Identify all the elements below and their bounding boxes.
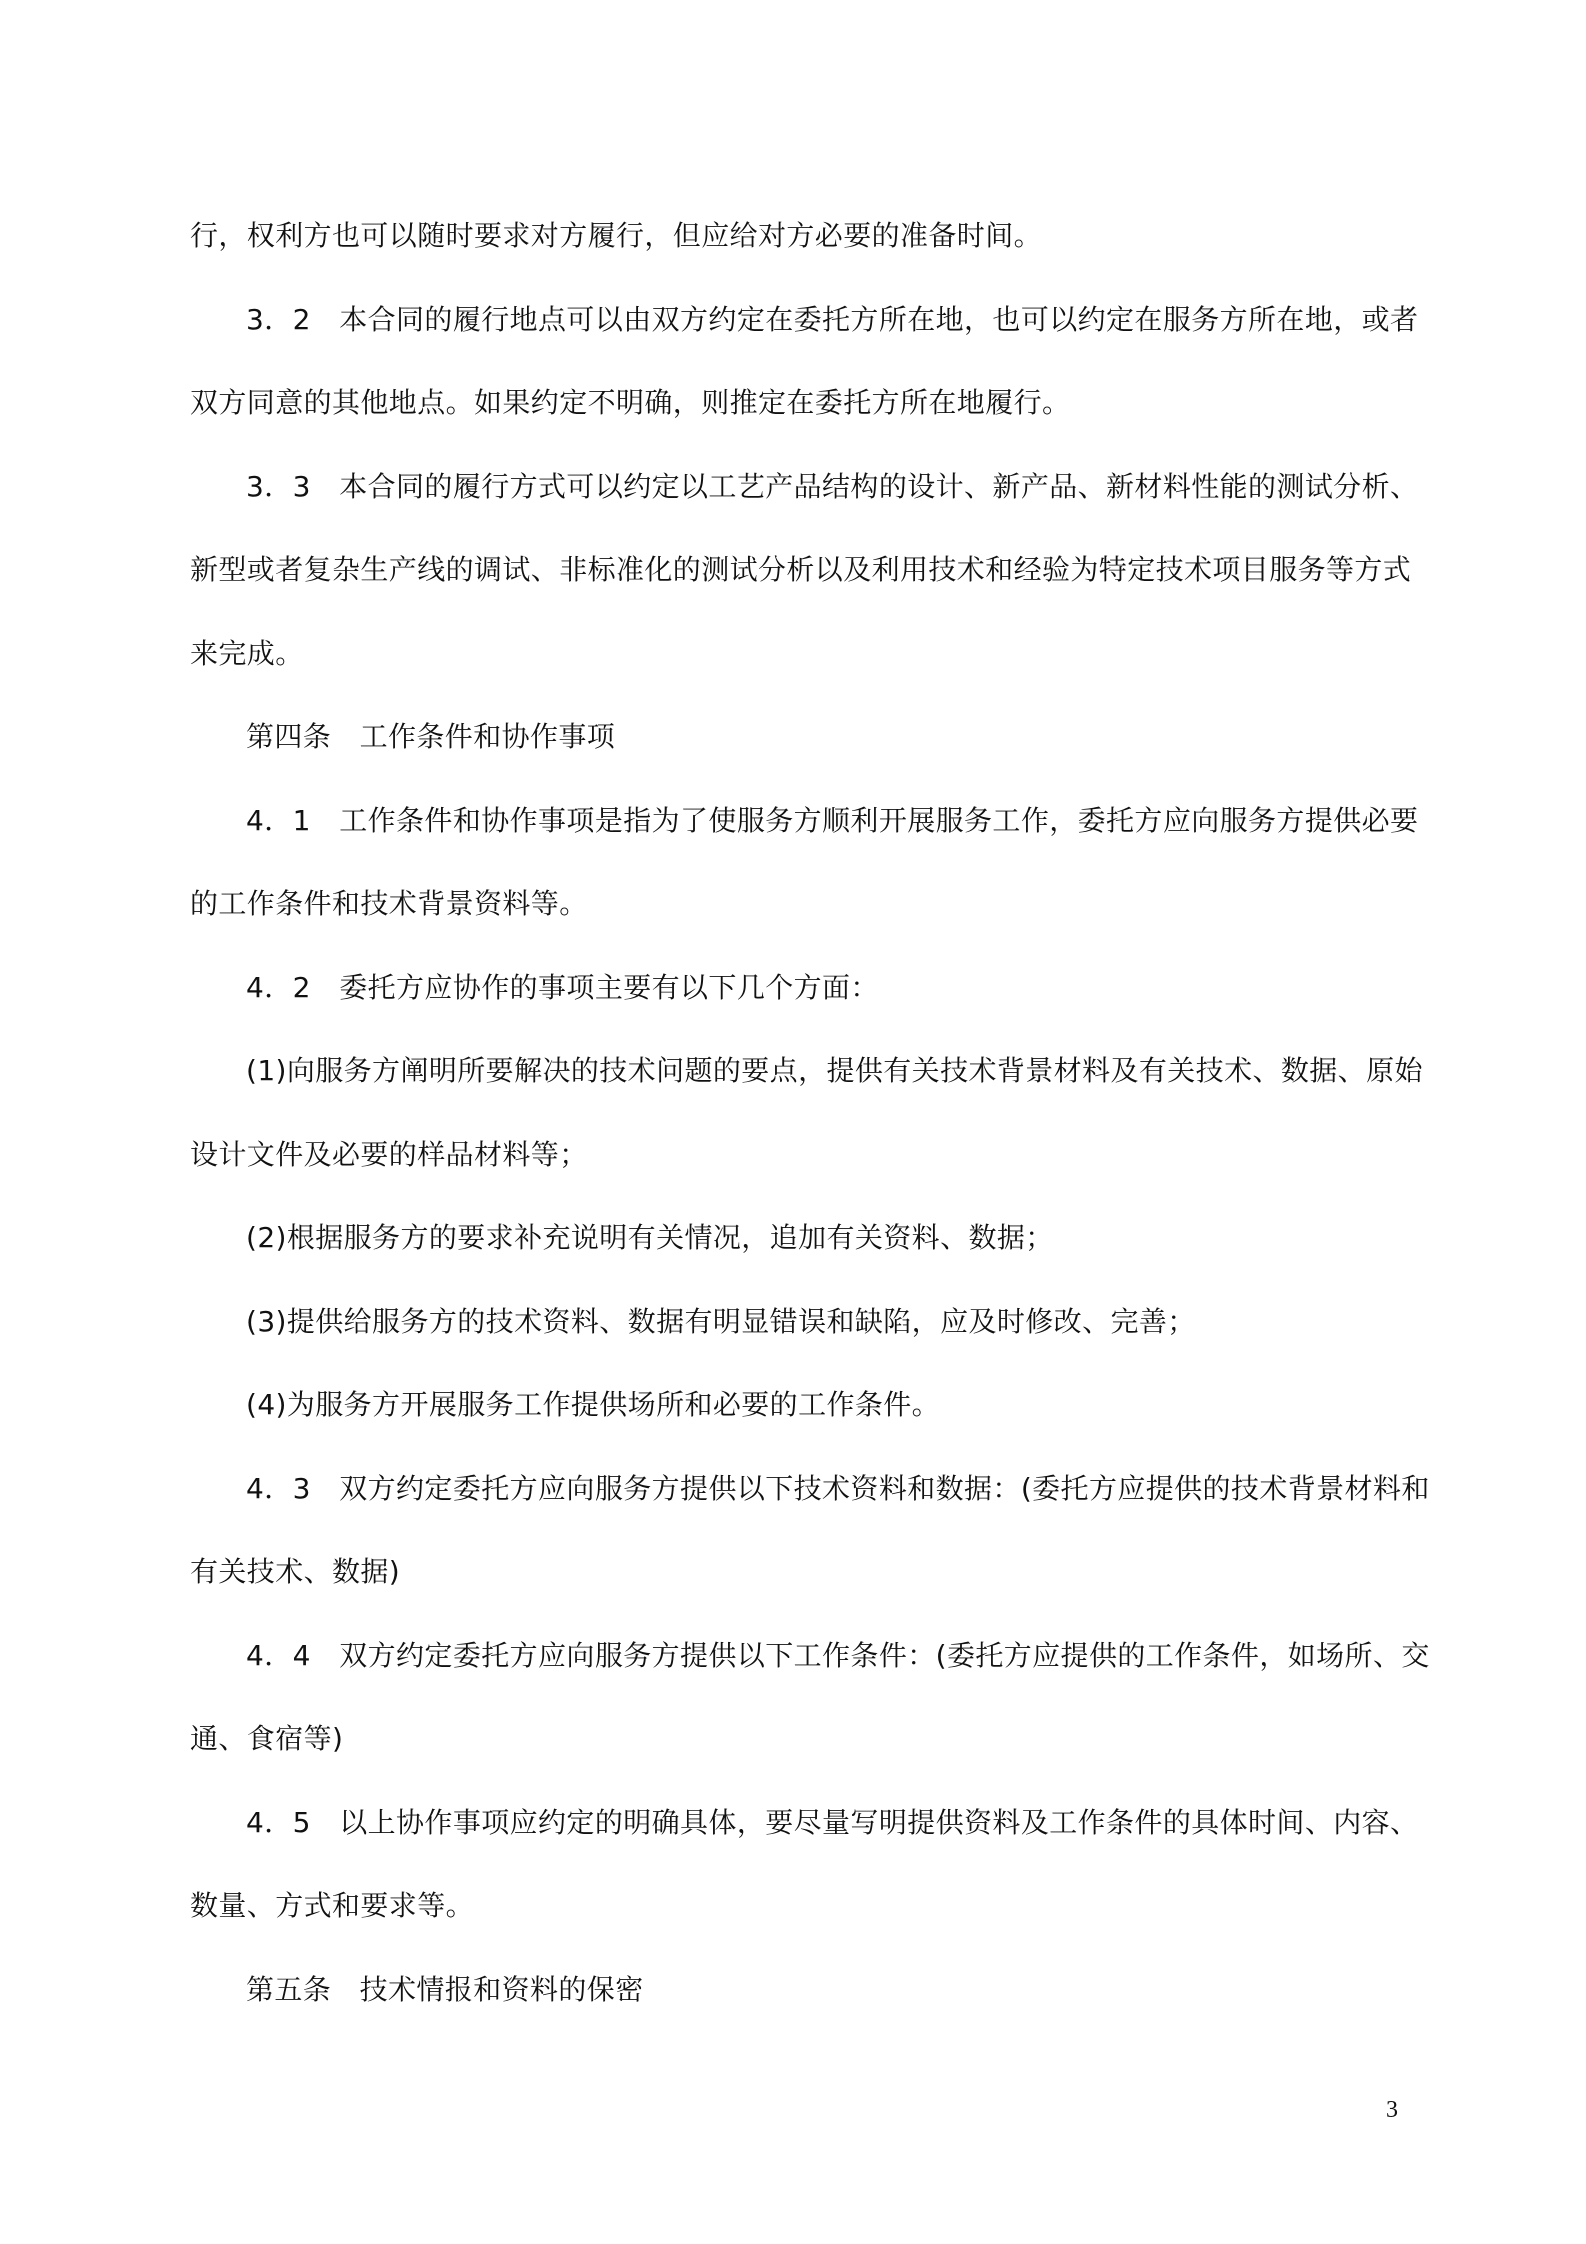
contract-body (190, 194, 1430, 2031)
section-heading-article-5: 第五条 技术情报和资料的保密 (246, 1972, 644, 2006)
list-item-1: (1)向服务方阐明所要解决的技术问题的要点，提供有关技术背景材料及有关技术、数据、原始 (246, 1054, 1423, 1087)
list-item-1-continued: 设计文件及必要的样品材料等； (190, 1137, 588, 1171)
text-line-5: 新型或者复杂生产线的调试、非标准化的测试分析以及利用技术和经验为特定技术项目服务等方式 (190, 553, 1412, 586)
list-item-2: (2)根据服务方的要求补充说明有关情况，追加有关资料、数据； (246, 1221, 1054, 1254)
text-line-21: 数量、方式和要求等。 (190, 1889, 475, 1922)
text-line-1: 行，权利方也可以随时要求对方履行，但应给对方必要的准备时间。 (190, 219, 1043, 252)
list-item-4: (4)为服务方开展服务工作提供场所和必要的工作条件。 (246, 1388, 941, 1421)
text-line-6: 来完成。 (190, 636, 304, 670)
list-item-3: (3)提供给服务方的技术资料、数据有明显错误和缺陷，应及时修改、完善； (246, 1304, 1196, 1338)
text-line-9: 的工作条件和技术背景资料等。 (190, 887, 588, 920)
text-line-3: 双方同意的其他地点。如果约定不明确，则推定在委托方所在地履行。 (190, 386, 1071, 419)
text-line-18: 4．4 双方约定委托方应向服务方提供以下工作条件：(委托方应提供的工作条件，如场所、交 (246, 1638, 1430, 1672)
text-line-16: 4．3 双方约定委托方应向服务方提供以下技术资料和数据：(委托方应提供的技术背景材料和 (246, 1471, 1430, 1505)
text-line-19: 通、食宿等) (190, 1722, 344, 1755)
text-line-8: 4．1 工作条件和协作事项是指为了使服务方顺利开展服务工作，委托方应向服务方提供必要 (246, 803, 1419, 837)
text-line-20: 4．5 以上协作事项应约定的明确具体，要尽量写明提供资料及工作条件的具体时间、内容、 (246, 1805, 1419, 1839)
text-line-2: 3．2 本合同的履行地点可以由双方约定在委托方所在地，也可以约定在服务方所在地，或者 (246, 302, 1419, 336)
text-line-4: 3．3 本合同的履行方式可以约定以工艺产品结构的设计、新产品、新材料性能的测试分析、 (246, 469, 1419, 503)
page-number: 3 (1386, 2097, 1398, 2123)
text-line-10: 4．2 委托方应协作的事项主要有以下几个方面： (246, 970, 879, 1004)
text-line-17: 有关技术、数据) (190, 1555, 401, 1588)
section-heading-article-4: 第四条 工作条件和协作事项 (246, 720, 616, 753)
